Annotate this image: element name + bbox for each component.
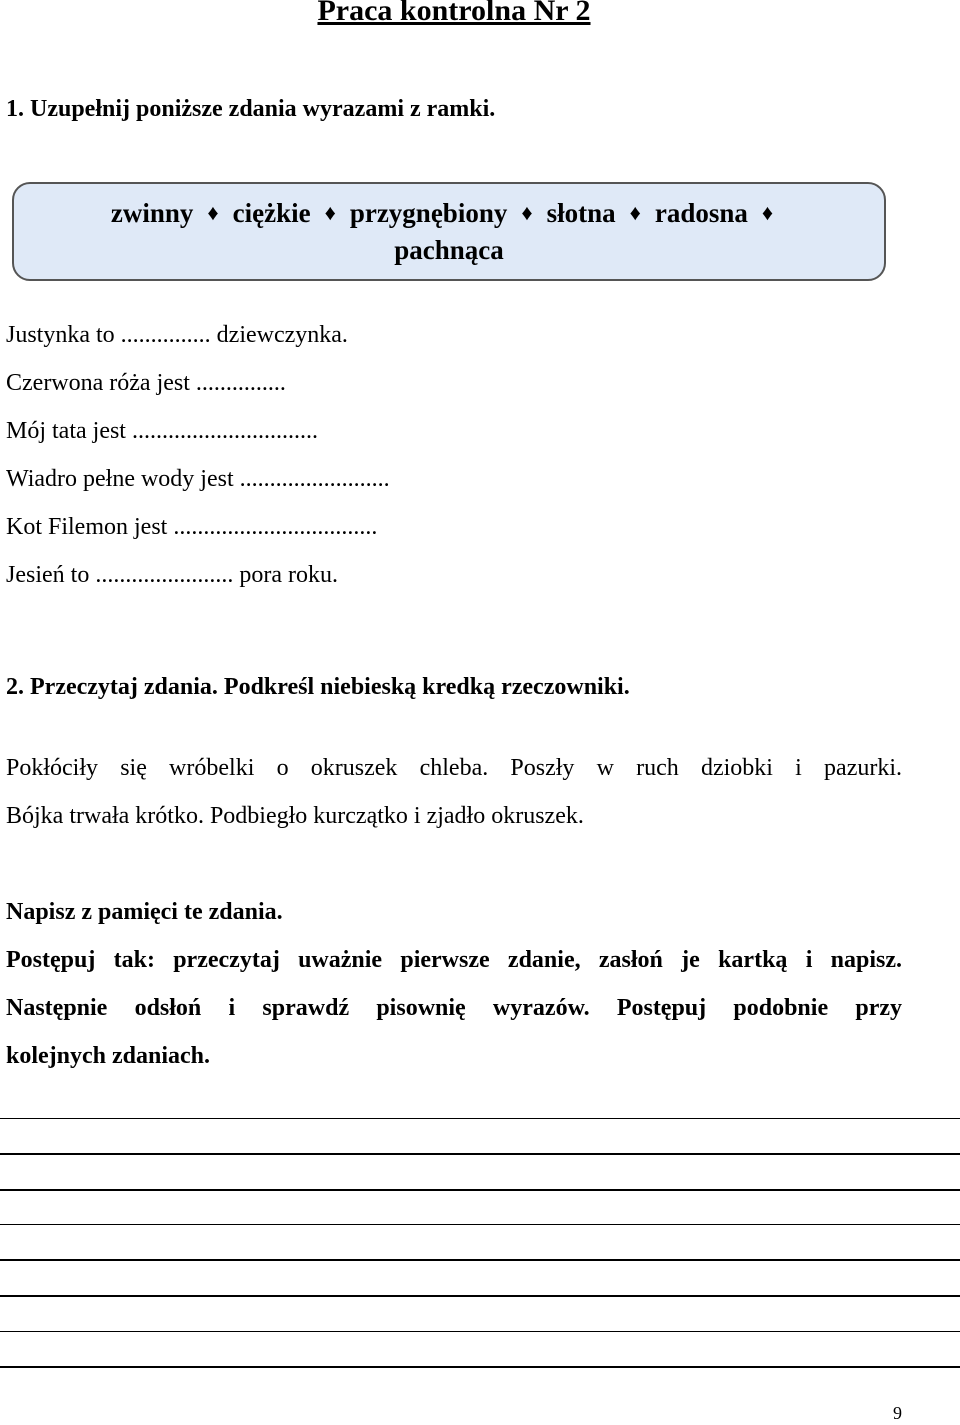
word-box-row-2 (14, 235, 884, 266)
word-box (12, 182, 886, 281)
word-box-row-1 (14, 198, 884, 229)
diamond-icon: ♦ (324, 200, 336, 225)
word-option: zwinny (110, 198, 194, 228)
task-2-heading: 2. Przeczytaj zdania. Podkreśl niebieską kredką rzeczowniki. (6, 674, 630, 700)
writing-line (0, 1366, 960, 1368)
word-option: przygnębiony (349, 198, 508, 228)
instruction-title: Napisz z pamięci te zdania. (6, 899, 283, 925)
diamond-icon: ♦ (761, 200, 774, 225)
instruction-line: Postępuj tak: przeczytaj uważnie pierwsze zdanie, zasłoń je kartką i napisz. (6, 947, 902, 973)
word-option: słotna (546, 198, 616, 228)
fill-sentence: Jesień to ....................... pora roku. (6, 562, 338, 588)
reading-text-line: Pokłóciły się wróbelki o okruszek chleba. Poszły w ruch dziobki i pazurki. (6, 755, 902, 781)
word-option: pachnąca (394, 235, 504, 265)
fill-sentence: Justynka to ............... dziewczynka. (6, 322, 348, 348)
writing-line (0, 1224, 960, 1225)
diamond-icon: ♦ (521, 200, 533, 225)
diamond-icon: ♦ (629, 200, 641, 225)
writing-line (0, 1259, 960, 1261)
writing-line (0, 1331, 960, 1332)
fill-sentence: Mój tata jest ............................... (6, 418, 318, 444)
writing-line (0, 1118, 960, 1119)
writing-line (0, 1295, 960, 1297)
word-option: ciężkie (232, 198, 311, 228)
writing-line (0, 1189, 960, 1191)
word-option: radosna (654, 198, 748, 228)
fill-sentence: Kot Filemon jest .................................. (6, 514, 378, 540)
task-1-heading: 1. Uzupełnij poniższe zdania wyrazami z ramki. (6, 96, 496, 122)
reading-text-line: Bójka trwała krótko. Podbiegło kurczątko i zjadło okruszek. (6, 803, 584, 829)
diamond-icon: ♦ (207, 200, 219, 225)
fill-sentence: Czerwona róża jest ............... (6, 370, 286, 396)
fill-sentence: Wiadro pełne wody jest ......................... (6, 466, 390, 492)
instruction-line: kolejnych zdaniach. (6, 1043, 211, 1069)
page-title: Praca kontrolna Nr 2 (317, 0, 591, 27)
page-number: 9 (893, 1403, 902, 1423)
writing-line (0, 1153, 960, 1155)
instruction-line: Następnie odsłoń i sprawdź pisownię wyrazów. Postępuj podobnie przy (6, 995, 902, 1021)
